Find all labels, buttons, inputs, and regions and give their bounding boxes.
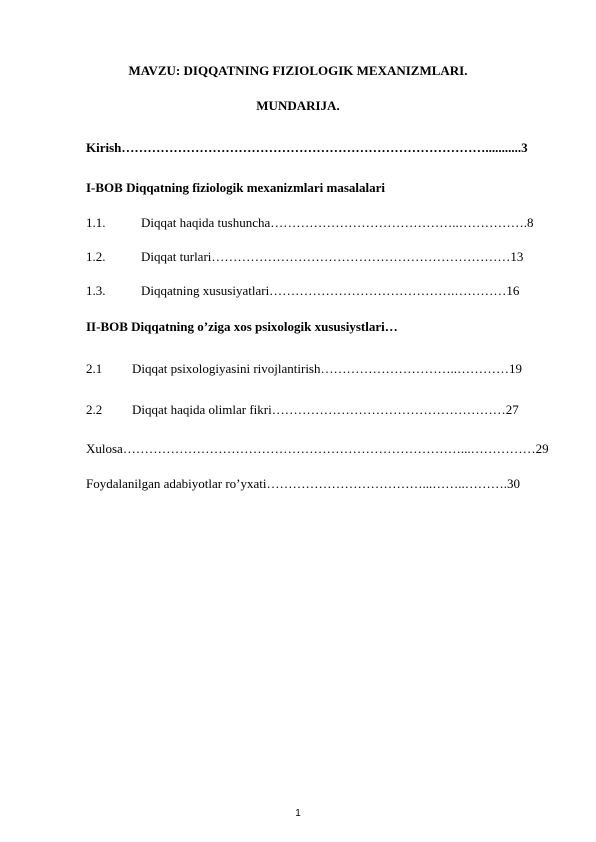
- document-title: MAVZU: DIQQATNING FIZIOLOGIK MEXANIZMLARI.: [128, 63, 468, 78]
- toc-chapter-2: II-BOB Diqqatning o’ziga xos psixologik xususiystlari…: [86, 319, 398, 334]
- toc-entry-references: Foydalanilgan adabiyotlar ro’yxati………………………………...……..……….30: [86, 476, 521, 491]
- page-number: 1: [295, 808, 301, 819]
- toc-section-title: Diqqat turlari……………………………………………………………13: [141, 249, 524, 264]
- toc-section-title: Diqqatning xususiyatlari…………………………………….…………16: [141, 283, 520, 298]
- contents-heading: MUNDARIJA.: [256, 98, 340, 113]
- toc-section-title: Diqqat haqida olimlar fikri………………………………………………27: [132, 402, 519, 417]
- toc-entry-intro: Kirish…………………………………………………………………………...........3: [86, 140, 528, 155]
- toc-section-number: 2.1: [86, 361, 103, 376]
- toc-section-number: 2.2: [86, 402, 103, 417]
- toc-chapter-1: I-BOB Diqqatning fiziologik mexanizmlari masalalari: [86, 180, 386, 195]
- toc-section-number: 1.1.: [86, 215, 106, 230]
- toc-entry-conclusion: Xulosa……………………………………………………………………...……………29: [86, 441, 549, 456]
- toc-section-title: Diqqat psixologiyasini rivojlantirish…………………………..…………19: [132, 361, 522, 376]
- toc-section-title: Diqqat haqida tushuncha……………………………………..…………….8: [141, 215, 534, 230]
- toc-section-number: 1.2.: [86, 249, 106, 264]
- toc-section-number: 1.3.: [86, 283, 106, 298]
